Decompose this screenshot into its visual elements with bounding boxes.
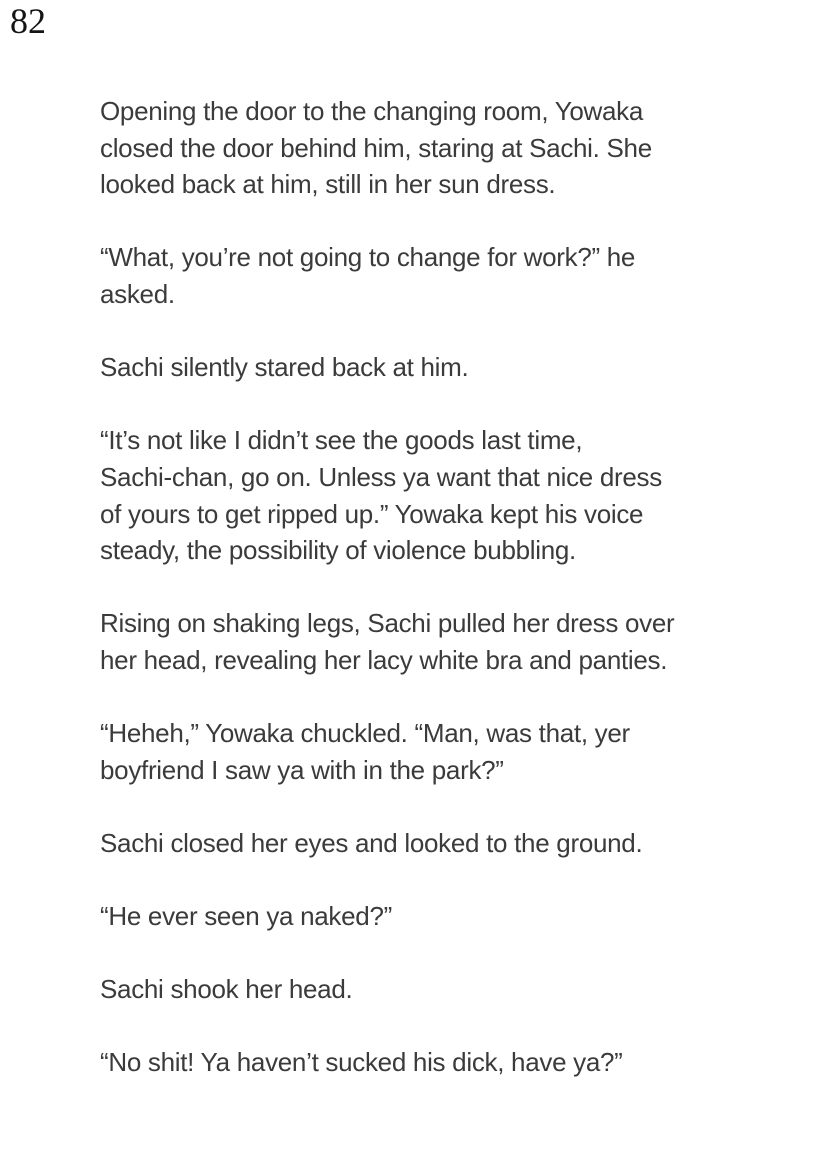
- paragraph-line: “What, you’re not going to change for work?” he: [100, 242, 636, 273]
- paragraph-line: looked back at him, still in her sun dress.: [100, 169, 556, 200]
- paragraph-line: Sachi shook her head.: [100, 974, 353, 1005]
- paragraph-line: asked.: [100, 278, 175, 309]
- paragraph: [100, 715, 730, 788]
- paragraph: [100, 422, 730, 568]
- paragraph: [100, 349, 730, 386]
- paragraph: [100, 93, 730, 203]
- paragraph: [100, 825, 730, 862]
- paragraph-line: boyfriend I saw ya with in the park?”: [100, 754, 504, 785]
- paragraph-line: “Heheh,” Yowaka chuckled. “Man, was that, yer: [100, 718, 630, 749]
- paragraph-line: Sachi-chan, go on. Unless ya want that nice dress: [100, 461, 662, 492]
- paragraph-line: closed the door behind him, staring at Sachi. She: [100, 132, 652, 163]
- paragraph-line: her head, revealing her lacy white bra and panties.: [100, 644, 668, 675]
- page-number: 82: [10, 1, 46, 41]
- paragraph-line: “He ever seen ya naked?”: [100, 901, 392, 932]
- paragraph: [100, 971, 730, 1008]
- paragraph-line: of yours to get ripped up.” Yowaka kept his voice: [100, 498, 644, 529]
- paragraph-line: Opening the door to the changing room, Yowaka: [100, 96, 644, 126]
- paragraph-line: Sachi silently stared back at him.: [100, 352, 469, 383]
- page-text: [100, 93, 730, 1118]
- paragraph: [100, 898, 730, 935]
- paragraph: [100, 605, 730, 678]
- paragraph-line: “It’s not like I didn’t see the goods last time,: [100, 425, 583, 456]
- paragraph-line: Rising on shaking legs, Sachi pulled her dress over: [100, 608, 675, 639]
- paragraph-line: Sachi closed her eyes and looked to the ground.: [100, 827, 643, 858]
- paragraph-line: steady, the possibility of violence bubbling.: [100, 535, 576, 566]
- paragraph-line: “No shit! Ya haven’t sucked his dick, have ya?”: [100, 1047, 623, 1078]
- paragraph: [100, 239, 730, 312]
- paragraph: [100, 1044, 730, 1081]
